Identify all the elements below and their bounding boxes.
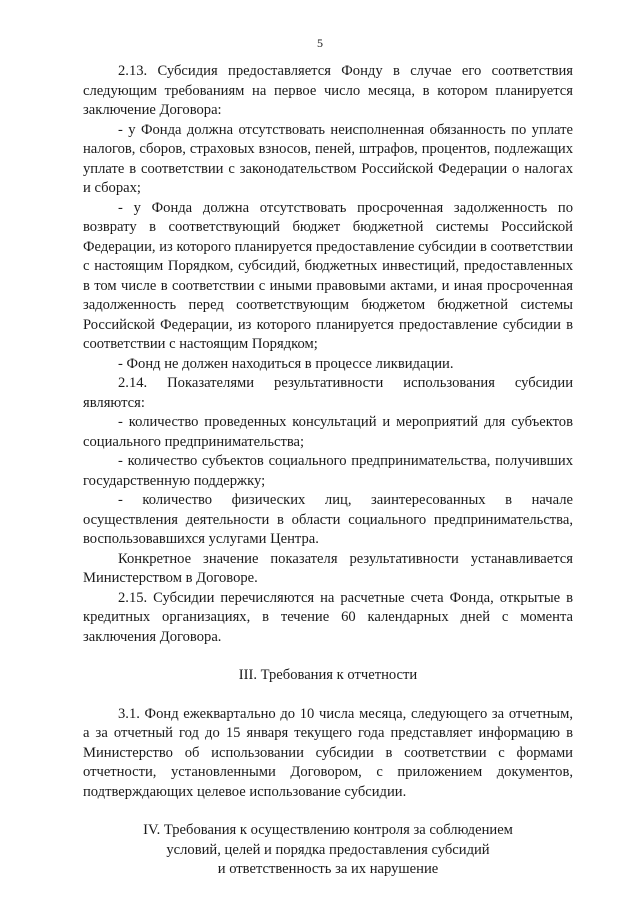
paragraph-2-14: 2.14. Показателями результативности использования субсидии являются: — [83, 375, 573, 411]
paragraph-tax-requirement: - у Фонда должна отсутствовать неисполненная обязанность по уплате налогов, сборов, страховых взносов, пеней, штрафов, процентов, подлежащих уплате в соответствии с законодательством Российской Федерации о налогах и сборах; — [83, 121, 573, 196]
section-4-heading — [83, 821, 573, 880]
paragraph-indicator-subjects: - количество субъектов социального предпринимательства, получивших государственную поддержку; — [83, 453, 573, 489]
section-3-heading: III. Требования к отчетности — [238, 667, 418, 683]
section-4-heading-line: IV. Требования к осуществлению контроля за соблюдением — [143, 822, 513, 838]
document-body — [83, 62, 573, 880]
section-4-heading-line: условий, целей и порядка предоставления субсидий — [166, 841, 490, 858]
page-number: 5 — [317, 36, 323, 50]
paragraph-liquidation-requirement: - Фонд не должен находиться в процессе ликвидации. — [118, 355, 454, 372]
paragraph-indicator-consultations: - количество проведенных консультаций и мероприятий для субъектов социального предпринимательства; — [83, 414, 573, 450]
paragraph-2-13: 2.13. Субсидия предоставляется Фонду в случае его соответствия следующим требованиям на первое число месяца, в котором планируется заключение Договора: — [83, 63, 573, 118]
paragraph-indicator-individuals: - количество физических лиц, заинтересованных в начале осуществления деятельности в области социального предпринимательства, воспользовавшихся услугами Центра. — [83, 492, 573, 547]
section-4-heading-line: и ответственность за их нарушение — [217, 861, 439, 877]
paragraph-3-1: 3.1. Фонд ежеквартально до 10 числа месяца, следующего за отчетным, а за отчетный год до 15 января текущего года представляет информацию в Министерство об использовании субсидии в соответствии с формами отчетности, установленными Договором, с приложением документов, подтверждающих целевое использование субсидии. — [83, 705, 573, 800]
paragraph-2-15: 2.15. Субсидии перечисляются на расчетные счета Фонда, открытые в кредитных организациях, в течение 60 календарных дней с момента заключения Договора. — [83, 589, 573, 645]
paragraph-debt-requirement: - у Фонда должна отсутствовать просроченная задолженность по возврату в соответствующий бюджет бюджетной системы Российской Федерации, из которого планируется предоставление субсидии в соответствии с настоящим Порядком, субсидий, бюджетных инвестиций, предоставленных в том числе в соответствии с иными правовыми актами, и иная просроченная задолженность перед соответствующим бюджетом бюджетной системы Российской Федерации, из которого планируется предоставление субсидии в соответствии с настоящим Порядком; — [83, 199, 573, 352]
paragraph-indicator-value: Конкретное значение показателя результативности устанавливается Министерством в Договоре. — [83, 550, 573, 586]
